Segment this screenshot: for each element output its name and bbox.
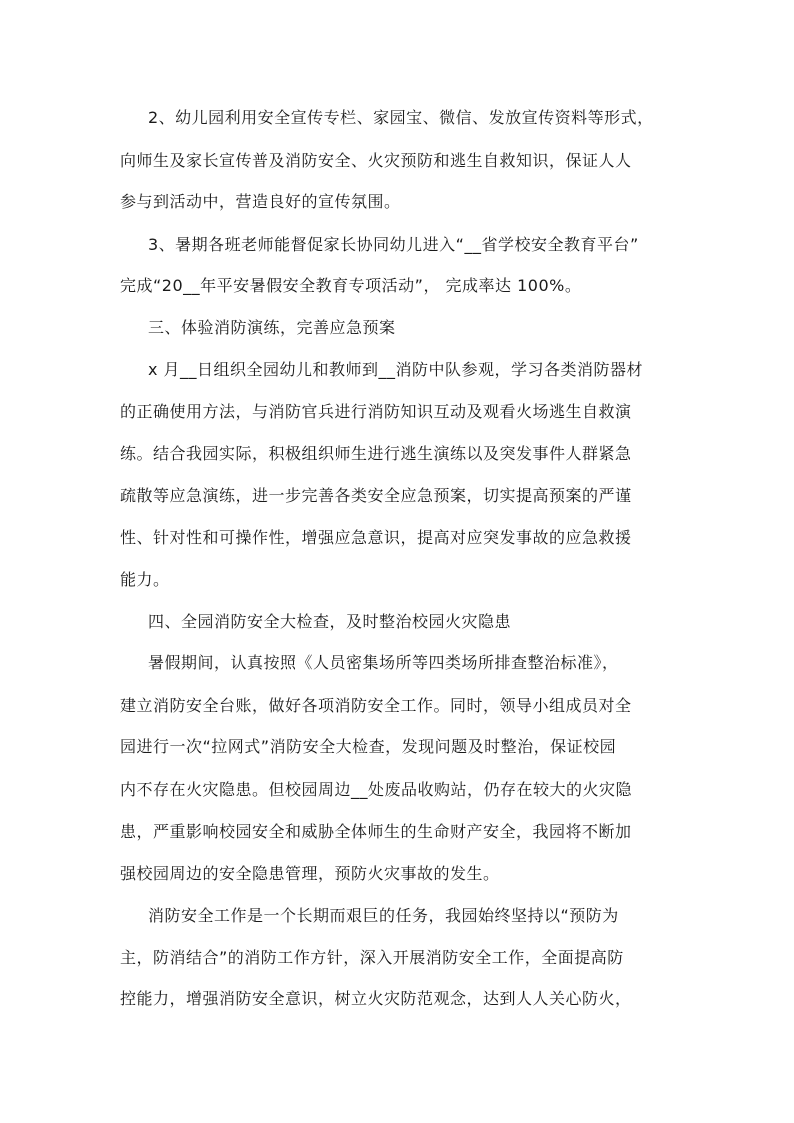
paragraph-line: 完成“20__年平安暑假安全教育专项活动”， 完成率达 100%。 bbox=[120, 276, 582, 295]
paragraph-line: 疏散等应急演练，进一步完善各类安全应急预案，切实提高预案的严谨 bbox=[120, 486, 632, 505]
paragraph-line: 内不存在火灾隐患。但校园周边__处废品收购站，仍存在较大的火灾隐 bbox=[120, 780, 633, 799]
paragraph-line: 强校园周边的安全隐患管理，预防火灾事故的发生。 bbox=[120, 864, 500, 883]
paragraph-line: 练。结合我园实际，积极组织师生进行逃生演练以及突发事件人群紧急 bbox=[120, 444, 632, 463]
paragraph-line: x 月__日组织全园幼儿和教师到__消防中队参观，学习各类消防器材 bbox=[148, 360, 644, 379]
paragraph-line: 控能力，增强消防安全意识，树立火灾防范观念，达到人人关心防火， bbox=[120, 989, 632, 1008]
paragraph-line: 2、幼儿园利用安全宣传专栏、家园宝、微信、发放宣传资料等形式， bbox=[148, 108, 654, 127]
paragraph-line: 性、针对性和可操作性，增强应急意识，提高对应突发事故的应急救援 bbox=[120, 528, 632, 547]
paragraph-line: 向师生及家长宣传普及消防安全、火灾预防和逃生自救知识，保证人人 bbox=[120, 151, 632, 170]
paragraph-line: 能力。 bbox=[120, 570, 170, 589]
paragraph-line: 建立消防安全台账，做好各项消防安全工作。同时，领导小组成员对全 bbox=[120, 696, 632, 715]
paragraph-line: 患，严重影响校园安全和威胁全体师生的生命财产安全，我园将不断加 bbox=[120, 822, 632, 841]
paragraph-line: 主，防消结合”的消防工作方针，深入开展消防安全工作，全面提高防 bbox=[120, 948, 624, 967]
section-heading: 四、全园消防安全大检查，及时整治校园火灾隐患 bbox=[148, 612, 512, 631]
paragraph-line: 园进行一次“拉网式”消防安全大检查，发现问题及时整治，保证校园 bbox=[120, 737, 617, 756]
paragraph-line: 消防安全工作是一个长期而艰巨的任务，我园始终坚持以“预防为 bbox=[148, 906, 619, 925]
paragraph-line: 的正确使用方法，与消防官兵进行消防知识互动及观看火场逃生自救演 bbox=[120, 402, 632, 421]
paragraph-line: 暑假期间，认真按照《人员密集场所等四类场所排查整治标准》， bbox=[148, 653, 619, 672]
paragraph-line: 3、暑期各班老师能督促家长协同幼儿进入“__省学校安全教育平台” bbox=[148, 235, 639, 254]
section-heading: 三、体验消防演练，完善应急预案 bbox=[148, 318, 396, 337]
paragraph-line: 参与到活动中，营造良好的宣传氛围。 bbox=[120, 192, 401, 211]
